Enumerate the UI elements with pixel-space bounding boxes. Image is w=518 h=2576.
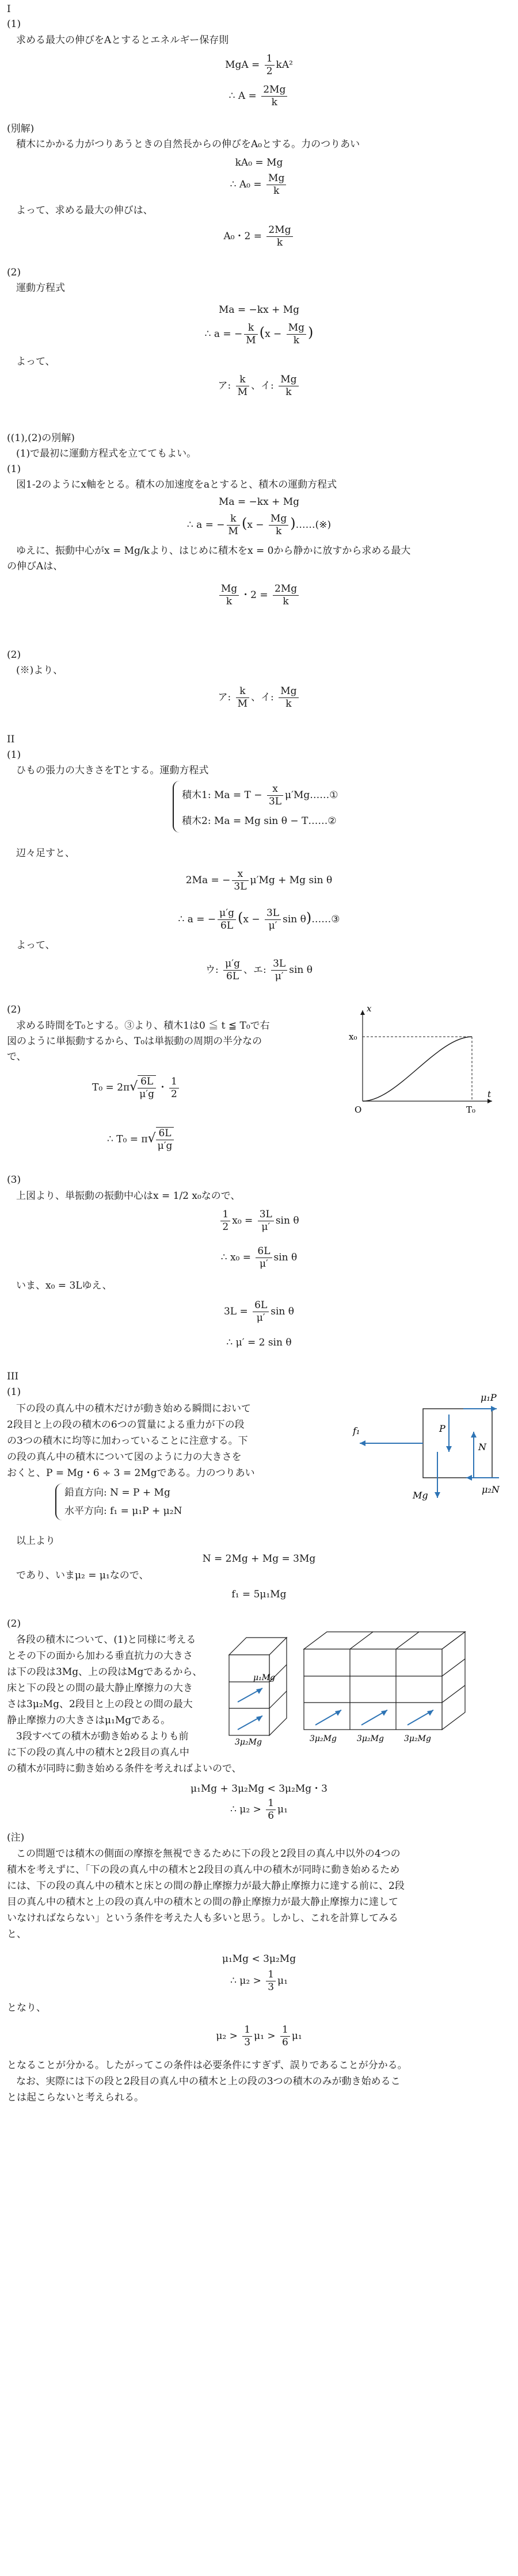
- displacement-curve: [363, 1037, 472, 1101]
- equation: μ₁Mg + 3μ₂Mg < 3μ₂Mg・3: [190, 1783, 327, 1795]
- paragraph-line: 図のように単振動するから、T₀は単振動の周期の半分なの: [7, 1036, 262, 1047]
- equation: Ma = −kx + Mg: [218, 496, 300, 508]
- equation: 3L = $\frac{6L}{\mu'}$ sin θ: [223, 1300, 295, 1324]
- paragraph-line: で、: [7, 1051, 26, 1063]
- paragraph-line: (※)より、: [16, 665, 63, 676]
- equation: ∴ μ₂ > $\frac{1}{6}$ μ₁: [230, 1797, 288, 1822]
- paragraph-line: の3つの積木に均等に加わっていることに注意する。下: [7, 1435, 248, 1447]
- equation: ∴ μ′ = 2 sin θ: [226, 1337, 292, 1348]
- paragraph-line: 積木にかかる力がつりあうときの自然長からの伸びをA₀とする。力のつりあい: [16, 139, 360, 150]
- paragraph-line: よって、: [16, 940, 55, 951]
- P-label: P: [439, 1423, 445, 1434]
- paragraph-line: の段の真ん中の積木について図のように力の大きさを: [7, 1451, 242, 1463]
- paragraph-line: 上図より、単振動の振動中心はx = 1/2 x₀なので、: [16, 1190, 241, 1202]
- subsection-heading: (2): [7, 649, 21, 661]
- paragraph-line: 積木を考えずに、「下の段の真ん中の積木と2段目の真ん中の積木が同時に動き始めるため: [7, 1864, 400, 1876]
- paragraph-line: であり、いまμ₂ = μ₁なので、: [16, 1570, 149, 1581]
- paragraph-line: 下の段の真ん中の積木だけが動き始める瞬間において: [16, 1403, 251, 1414]
- paragraph-line: おくと、P = Mg・6 ÷ 3 = 2Mgである。力のつりあい: [7, 1467, 255, 1479]
- x-axis-label: x: [367, 1003, 372, 1014]
- subsection-heading: (3): [7, 1174, 21, 1186]
- equation: 水平方向: f₁ = μ₁P + μ₂N: [64, 1505, 182, 1517]
- equation: kA₀ = Mg: [235, 157, 283, 168]
- answer-line: ウ: $\frac{\mu'g}{6L}$ 、エ: $\frac{3L}{\mu'}$ sin θ: [205, 958, 313, 982]
- blocks-diagram: [223, 1626, 517, 1747]
- right-friction-label-3: 3μ₂Mg: [404, 1734, 431, 1743]
- paragraph-line: の積木が同時に動き始める条件を考えればよいので、: [7, 1763, 242, 1774]
- x-axis-arrow: [360, 1010, 365, 1015]
- equation: ∴ A₀ = $\frac{Mg}{k}$: [0, 172, 518, 197]
- subsection-heading: (1): [7, 18, 21, 30]
- t0-label: T₀: [466, 1105, 476, 1115]
- paragraph-line: に下の段の真ん中の積木と2段目の真ん中: [7, 1747, 189, 1758]
- paragraph-line: (1)で最初に運動方程式を立ててもよい。: [16, 448, 197, 459]
- paragraph-line: 目の真ん中の積木と上の段の真ん中の積木との間の静止摩擦力が最大静止摩擦力に達して: [7, 1896, 398, 1908]
- subsection-heading: (1): [7, 463, 21, 475]
- section-heading-II: II: [7, 734, 15, 745]
- left-block-stack: [229, 1638, 287, 1735]
- paragraph-line: なお、実際には下の段と2段目の真ん中の積木と上の段の3つの積木のみが動き始めるこ: [16, 2076, 401, 2087]
- paragraph-line: 床と下の段との間の最大静止摩擦力の大き: [7, 1682, 193, 1694]
- paragraph-line: 求める最大の伸びをAとするとエネルギー保存則: [16, 34, 229, 46]
- equation: μ₂ > $\frac{1}{3}$ μ₁ > $\frac{1}{6}$ μ₁: [216, 2024, 302, 2048]
- paragraph-line: とその下の面から加わる垂直抗力の大きさ: [7, 1650, 193, 1662]
- paragraph-line: の伸びAは、: [7, 561, 63, 572]
- paragraph-line: 2段目と上の段の積木の6つの質量による重力が下の段: [7, 1419, 245, 1431]
- t-axis-arrow: [487, 1099, 492, 1103]
- right-block-stack: [304, 1632, 465, 1730]
- paragraph-line: よって、求める最大の伸びは、: [16, 205, 153, 216]
- alt-header: ((1),(2)の別解): [7, 432, 75, 444]
- paragraph-line: 3段すべての積木が動き始めるよりも前: [16, 1731, 189, 1742]
- subsection-heading: (2): [7, 1618, 21, 1630]
- left-top-friction-label: μ₁Mg: [253, 1673, 276, 1682]
- equation: 積木2: Ma = Mg sin θ − T……②: [182, 815, 337, 827]
- subsection-heading: (2): [7, 267, 21, 278]
- f1-label: f₁: [353, 1425, 360, 1436]
- paragraph-line: さは3μ₂Mg、2段目と上の段との間の最大: [7, 1699, 193, 1710]
- paragraph-line: 運動方程式: [16, 282, 65, 294]
- paragraph-line: は下の段は3Mg、上の段はMgであるから、: [7, 1666, 203, 1678]
- alt-solution-label: (別解): [7, 123, 35, 135]
- mu1P-label: μ₁P: [481, 1392, 497, 1403]
- equation: T₀ = 2π√ $\frac{6L}{\mu'g}$ ・ $\frac{1}{2}$: [92, 1075, 181, 1101]
- equation-system-brace: [173, 781, 181, 833]
- right-friction-label-1: 3μ₂Mg: [310, 1734, 337, 1743]
- paragraph-line: には、下の段の真ん中の積木と床との間の静止摩擦力が最大静止摩擦力に達する前に、2段: [7, 1880, 405, 1892]
- equation-system-brace: [55, 1483, 63, 1520]
- paragraph-line: ゆえに、振動中心がx = Mg/kより、はじめに積木をx = 0から静かに放すから求める最大: [16, 545, 411, 557]
- force-diagram: [348, 1386, 515, 1527]
- equation: ∴ a = − $\frac{k}{M}$ (x − $\frac{Mg}{k}$ ): [204, 322, 314, 346]
- answer-line: ア: $\frac{k}{M}$ 、イ: $\frac{Mg}{k}$: [0, 374, 518, 398]
- subsection-heading: (1): [7, 749, 21, 761]
- paragraph-line: となることが分かる。したがってこの条件は必要条件にすぎず、誤りであることが分かる。: [7, 2060, 407, 2071]
- equation: ∴ T₀ = π√ $\frac{6L}{\mu'g}$: [107, 1127, 176, 1152]
- equation: 積木1: Ma = T − $\frac{x}{3L}$ μ′Mg……①: [182, 783, 338, 807]
- equation: $\frac{1}{2}$ x₀ = $\frac{3L}{\mu'}$ sin θ: [0, 1209, 518, 1233]
- section-heading-I: I: [7, 3, 11, 15]
- paragraph-line: 辺々足すと、: [16, 848, 75, 859]
- subsection-heading: (2): [7, 1004, 21, 1015]
- paragraph-line: 各段の積木について、(1)と同様に考える: [16, 1634, 196, 1646]
- equation: A₀・2 = $\frac{2Mg}{k}$: [0, 224, 518, 249]
- Mg-label: Mg: [413, 1490, 428, 1501]
- equation: f₁ = 5μ₁Mg: [231, 1589, 287, 1600]
- equation: MgA = $\frac{1}{2}$ kA²: [225, 53, 293, 77]
- oscillation-graph: [345, 1003, 495, 1116]
- equation: ∴ a = − $\frac{\mu'g}{6L}$ (x − $\frac{3L}{\mu'}$ sin θ)……③: [178, 907, 340, 931]
- equation: μ₁Mg < 3μ₂Mg: [222, 1953, 296, 1965]
- right-friction-label-2: 3μ₂Mg: [357, 1734, 384, 1743]
- paragraph-line: いなければならない」という条件を考えた人も多いと思う。しかし、これを計算してみる: [7, 1912, 398, 1924]
- Mg-arrowhead: [435, 1492, 440, 1498]
- answer-line: ア: $\frac{k}{M}$ 、イ: $\frac{Mg}{k}$: [0, 685, 518, 710]
- equation: Ma = −kx + Mg: [218, 304, 300, 316]
- paragraph-line: 静止摩擦力の大きさはμ₁Mgである。: [7, 1715, 171, 1726]
- paragraph-line: 図1-2のようにx軸をとる。積木の加速度をaとすると、積木の運動方程式: [16, 479, 337, 490]
- equation: ∴ A = $\frac{2Mg}{k}$: [0, 84, 518, 109]
- left-bottom-friction-label: 3μ₂Mg: [235, 1738, 262, 1747]
- note-heading: (注): [7, 1832, 25, 1843]
- N-label: N: [478, 1442, 486, 1452]
- paragraph-line: とは起こらないと考えられる。: [7, 2092, 144, 2103]
- equation: $\frac{Mg}{k}$ ・2 = $\frac{2Mg}{k}$: [0, 583, 518, 608]
- mu1P-arrowhead: [491, 1406, 497, 1412]
- equation: ∴ x₀ = $\frac{6L}{\mu'}$ sin θ: [220, 1245, 298, 1270]
- equation: N = 2Mg + Mg = 3Mg: [202, 1553, 316, 1565]
- paragraph-line: ひもの張力の大きさをTとする。運動方程式: [16, 765, 209, 776]
- paragraph-line: よって、: [16, 356, 55, 367]
- section-heading-III: III: [7, 1371, 19, 1382]
- paragraph-line: 以上より: [16, 1535, 55, 1547]
- f1-arrowhead: [360, 1440, 365, 1446]
- origin-label: O: [355, 1105, 362, 1115]
- subsection-heading: (1): [7, 1386, 21, 1398]
- equation: 2Ma = − $\frac{x}{3L}$ μ′Mg + Mg sin θ: [185, 868, 333, 892]
- paragraph-line: いま、x₀ = 3Lゆえ、: [16, 1280, 112, 1291]
- x0-label: x₀: [349, 1032, 357, 1042]
- t-axis-label: t: [487, 1089, 492, 1099]
- paragraph-line: と、: [7, 1929, 26, 1940]
- paragraph-line: となり、: [7, 2002, 46, 2014]
- paragraph-line: この問題では積木の側面の摩擦を無視できるために下の段と2段目の真ん中以外の4つの: [16, 1848, 401, 1860]
- mu2N-label: μ₂N: [482, 1484, 500, 1495]
- equation: ∴ a = − $\frac{k}{M}$ (x − $\frac{Mg}{k}$ )……(※): [186, 513, 332, 537]
- equation: ∴ μ₂ > $\frac{1}{3}$ μ₁: [230, 1969, 288, 1993]
- equation: 鉛直方向: N = P + Mg: [64, 1487, 170, 1498]
- paragraph-line: 求める時間をT₀とする。③より、積木1は0 ≦ t ≦ T₀で右: [16, 1020, 270, 1032]
